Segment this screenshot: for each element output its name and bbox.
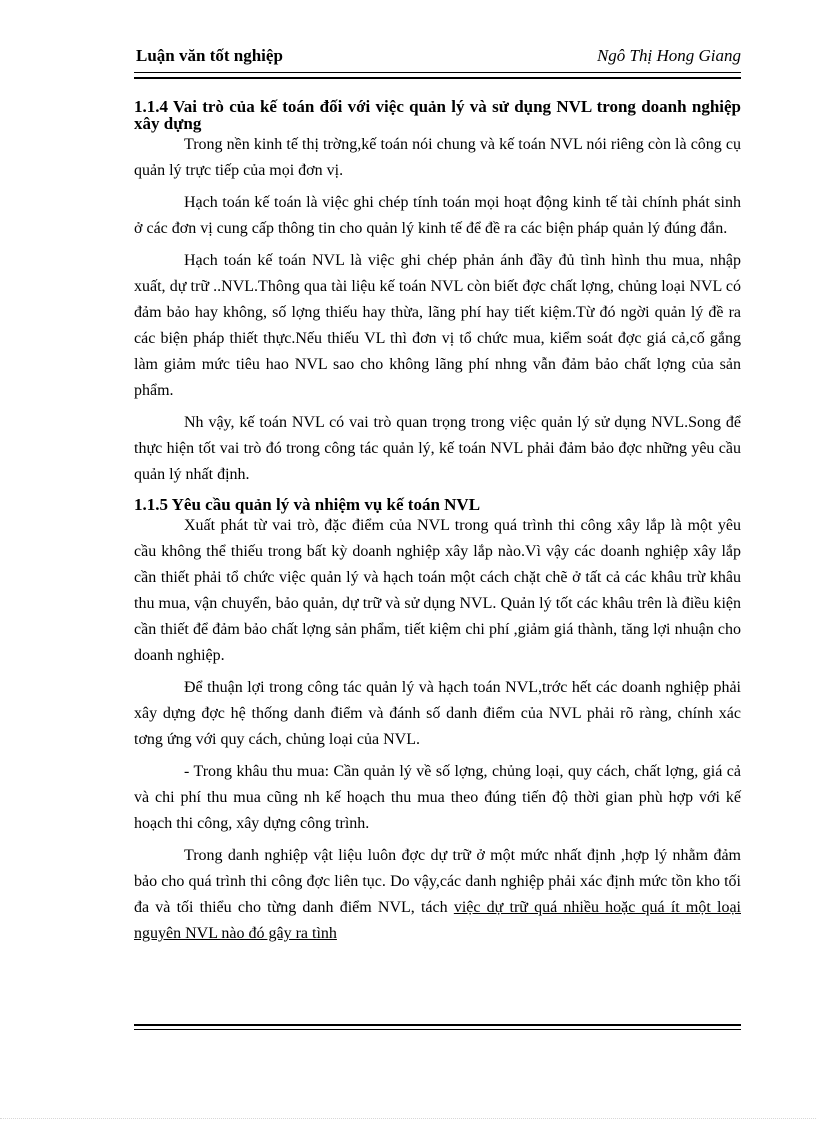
underlined-text: việc dự trữ quá nhiều hoặc quá ít một loại nguyên NVL nào đó gây ra tình [134,899,741,942]
paragraph: Hạch toán kế toán là việc ghi chép tính toán mọi hoạt động kinh tế tài chính phát sinh ở các đơn vị cung cấp thông tin cho quản lý kinh tế để đề ra các biện pháp quản lý đúng đắn. [134,194,741,237]
paragraph-last [134,843,741,947]
paragraph-text: Trong danh nghiệp vật liệu luôn đợc dự trữ ở một mức nhất định ,hợp lý nhằm đảm bảo cho quá trình thi công đợc liên tục. Do vậy,các danh nghiệp phải xác định mức tồn kho tối đa và tối thiểu cho từng danh điểm NVL, tách [134,847,741,916]
page-edge [0,1118,816,1119]
section-heading-1-1-5: 1.1.5 Yêu cầu quản lý và nhiệm vụ kế toán NVL [134,495,481,514]
paragraph: Trong nền kinh tế thị trờng,kế toán nói chung và kế toán NVL nói riêng còn là công cụ quản lý trực tiếp của mọi đơn vị. [134,136,741,179]
header-divider [134,72,741,79]
paragraph: Hạch toán kế toán NVL là việc ghi chép phản ánh đầy đủ tình hình thu mua, nhập xuất, dự trữ ..NVL.Thông qua tài liệu kế toán NVL còn biết đợc chất lợng, chủng loại NVL có đảm bảo hay không, số lợng thiếu hay thừa, lãng phí hay tiết kiệm.Từ đó ngời quản lý đề ra các biện pháp thiết thực.Nếu thiếu VL thì đơn vị tổ chức mua, kiểm soát đợc giá cả,cố gắng làm giảm mức tiêu hao NVL sao cho không lãng phí nhng vẫn đảm bảo chất lợng của sản phẩm. [134,252,741,399]
header-thesis-label: Luận văn tốt nghiệp [136,46,283,65]
footer-divider [134,1024,741,1030]
section-heading-1-1-4: 1.1.4 Vai trò của kế toán đối với việc quản lý và sử dụng NVL trong doanh nghiệp xây dựng [134,97,741,133]
page-body [134,98,741,953]
page-header [134,46,741,72]
paragraph: Để thuận lợi trong công tác quản lý và hạch toán NVL,trớc hết các doanh nghiệp phải xây dựng đợc hệ thống danh điểm và đánh số danh điểm của NVL phải rõ ràng, chính xác tơng ứng với quy cách, chủng loại của NVL. [134,679,741,748]
paragraph: Nh vậy, kế toán NVL có vai trò quan trọng trong việc quản lý sử dụng NVL.Song để thực hiện tốt vai trò đó trong công tác quản lý, kế toán NVL phải đảm bảo đợc những yêu cầu quản lý nhất định. [134,414,741,483]
paragraph: - Trong khâu thu mua: Cần quản lý về số lợng, chủng loại, quy cách, chất lợng, giá cả và chi phí thu mua cũng nh kế hoạch thu mua theo đúng tiến độ thời gian phù hợp với kế hoạch thi công, xây dựng công trình. [134,763,741,832]
paragraph: Xuất phát từ vai trò, đặc điểm của NVL trong quá trình thi công xây lắp là một yêu cầu không thể thiếu trong bất kỳ doanh nghiệp xây lắp nào.Vì vậy các doanh nghiệp xây lắp cần thiết phải tổ chức việc quản lý và hạch toán một cách chặt chẽ ở tất cả các khâu trừ khâu thu mua, vận chuyển, bảo quản, dự trữ và sử dụng NVL. Quản lý tốt các khâu trên là điều kiện cần thiết để đảm bảo chất lợng sản phẩm, tiết kiệm chi phí ,giảm giá thành, tăng lợi nhuận cho doanh nghiệp. [134,517,741,664]
header-author-name: Ngô Thị Hong Giang [596,46,741,65]
